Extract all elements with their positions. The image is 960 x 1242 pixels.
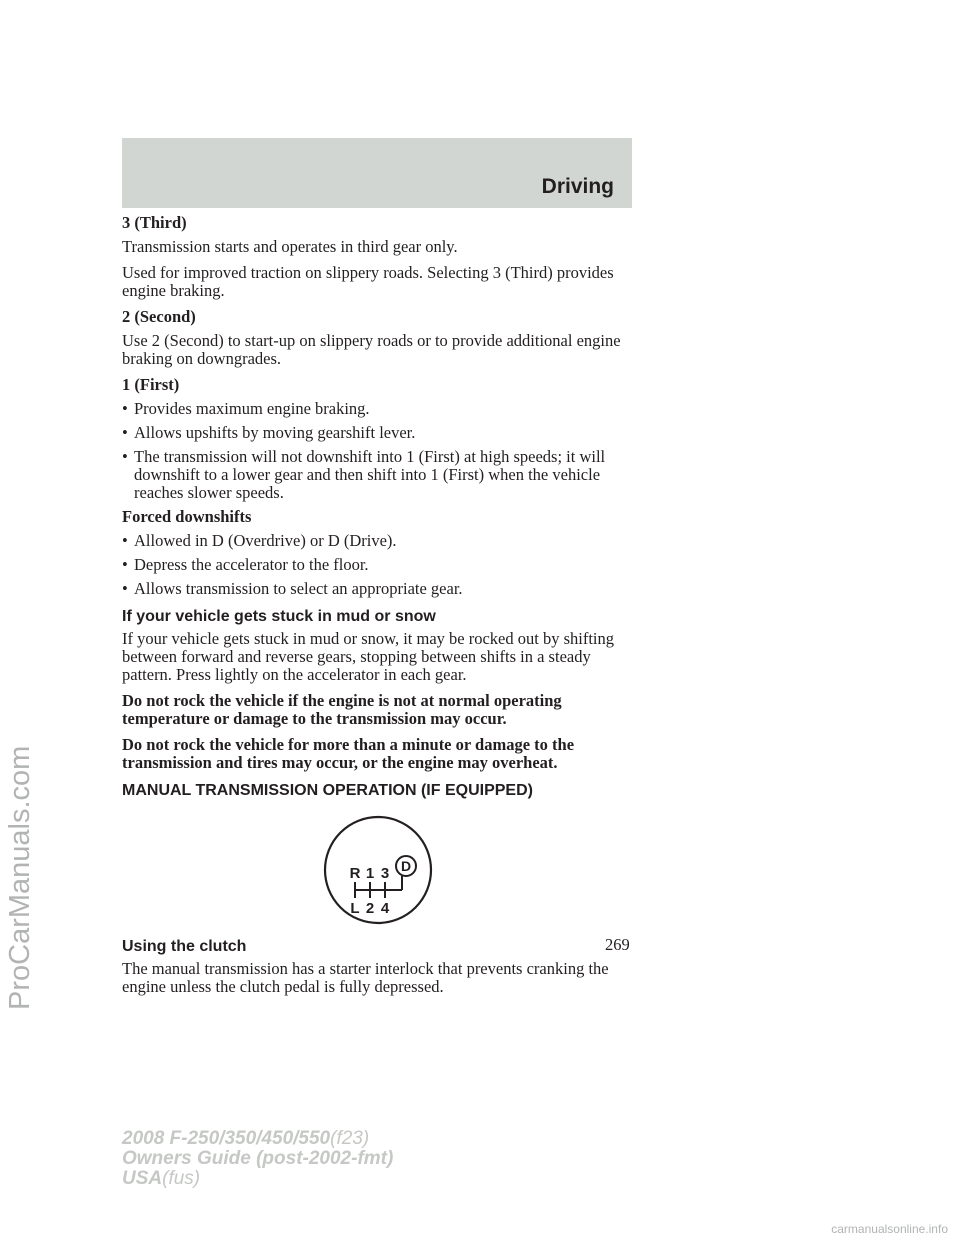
footer-region-code: (fus) — [162, 1168, 201, 1189]
gear-label-r: R — [349, 865, 361, 882]
bullet-icon: • — [122, 531, 128, 550]
clutch-heading: Using the clutch — [122, 938, 247, 955]
list-item — [122, 532, 634, 550]
list-item — [122, 556, 634, 574]
footer-guide: Owners Guide (post-2002-fmt) — [122, 1148, 394, 1169]
second-heading: 2 (Second) — [122, 307, 196, 326]
third-paragraph-1: Transmission starts and operates in third gear only. — [122, 237, 458, 256]
gear-label-1: 1 — [365, 865, 375, 882]
bullet-icon: • — [122, 447, 128, 466]
forced-bullet-2: Depress the accelerator to the floor. — [134, 555, 369, 574]
forced-bullet-3: Allows transmission to select an appropriate gear. — [134, 579, 463, 598]
first-heading: 1 (First) — [122, 375, 180, 394]
forced-bullet-1: Allowed in D (Overdrive) or D (Drive). — [134, 531, 397, 550]
bullet-icon: • — [122, 555, 128, 574]
stuck-paragraph-1: If your vehicle gets stuck in mud or snow, it may be rocked out by shifting between forward and reverse gears, stopping between shifts in a steady pattern. Press lightly on the accelerator in each gear. — [122, 629, 615, 684]
list-item — [122, 448, 634, 502]
list-item — [122, 400, 634, 418]
gear-label-4: 4 — [380, 900, 390, 917]
list-item — [122, 580, 634, 598]
list-item — [122, 424, 634, 442]
footer-model-code: (f23) — [330, 1128, 370, 1149]
stuck-heading: If your vehicle gets stuck in mud or snow — [122, 608, 436, 625]
forced-heading: Forced downshifts — [122, 507, 252, 526]
side-watermark: ProCarManuals.com — [4, 745, 36, 1010]
first-bullet-3: The transmission will not downshift into 1 (First) at high speeds; it will downshift to a lower gear and then shift into 1 (First) when the vehicle reaches slower speeds. — [134, 447, 606, 502]
shift-pattern-figure — [122, 804, 634, 928]
bullet-icon: • — [122, 579, 128, 598]
stuck-warning-1: Do not rock the vehicle if the engine is not at normal operating temperature or damage to the transmission may occur. — [122, 691, 562, 728]
bullet-icon: • — [122, 399, 128, 418]
bullet-icon: • — [122, 423, 128, 442]
gear-label-l: L — [350, 900, 360, 917]
footer-region: USA — [122, 1168, 163, 1189]
stuck-warning-2: Do not rock the vehicle for more than a minute or damage to the transmission and tires may occur, or the engine may overheat. — [122, 735, 575, 772]
first-bullet-2: Allows upshifts by moving gearshift lever. — [134, 423, 416, 442]
footer-model: 2008 F-250/350/450/550 — [122, 1128, 331, 1149]
page-content — [122, 214, 634, 1004]
manual-heading: MANUAL TRANSMISSION OPERATION (IF EQUIPPED) — [122, 782, 533, 799]
page-number: 269 — [605, 935, 630, 954]
gear-label-3: 3 — [380, 865, 390, 882]
third-paragraph-2: Used for improved traction on slippery roads. Selecting 3 (Third) provides engine braking. — [122, 263, 614, 300]
section-title: Driving — [541, 175, 614, 198]
overdrive-badge: D — [400, 858, 412, 874]
first-bullet-1: Provides maximum engine braking. — [134, 399, 370, 418]
footer — [122, 1129, 393, 1189]
gear-label-2: 2 — [365, 900, 375, 917]
third-heading: 3 (Third) — [122, 213, 187, 232]
clutch-paragraph-1: The manual transmission has a starter interlock that prevents cranking the engine unless the clutch pedal is fully depressed. — [122, 959, 609, 996]
bottom-watermark: carmanualsonline.info — [831, 1222, 948, 1236]
second-paragraph-1: Use 2 (Second) to start-up on slippery roads or to provide additional engine braking on downgrades. — [122, 331, 621, 368]
header-band — [122, 138, 632, 208]
shift-pattern-icon — [322, 814, 434, 926]
